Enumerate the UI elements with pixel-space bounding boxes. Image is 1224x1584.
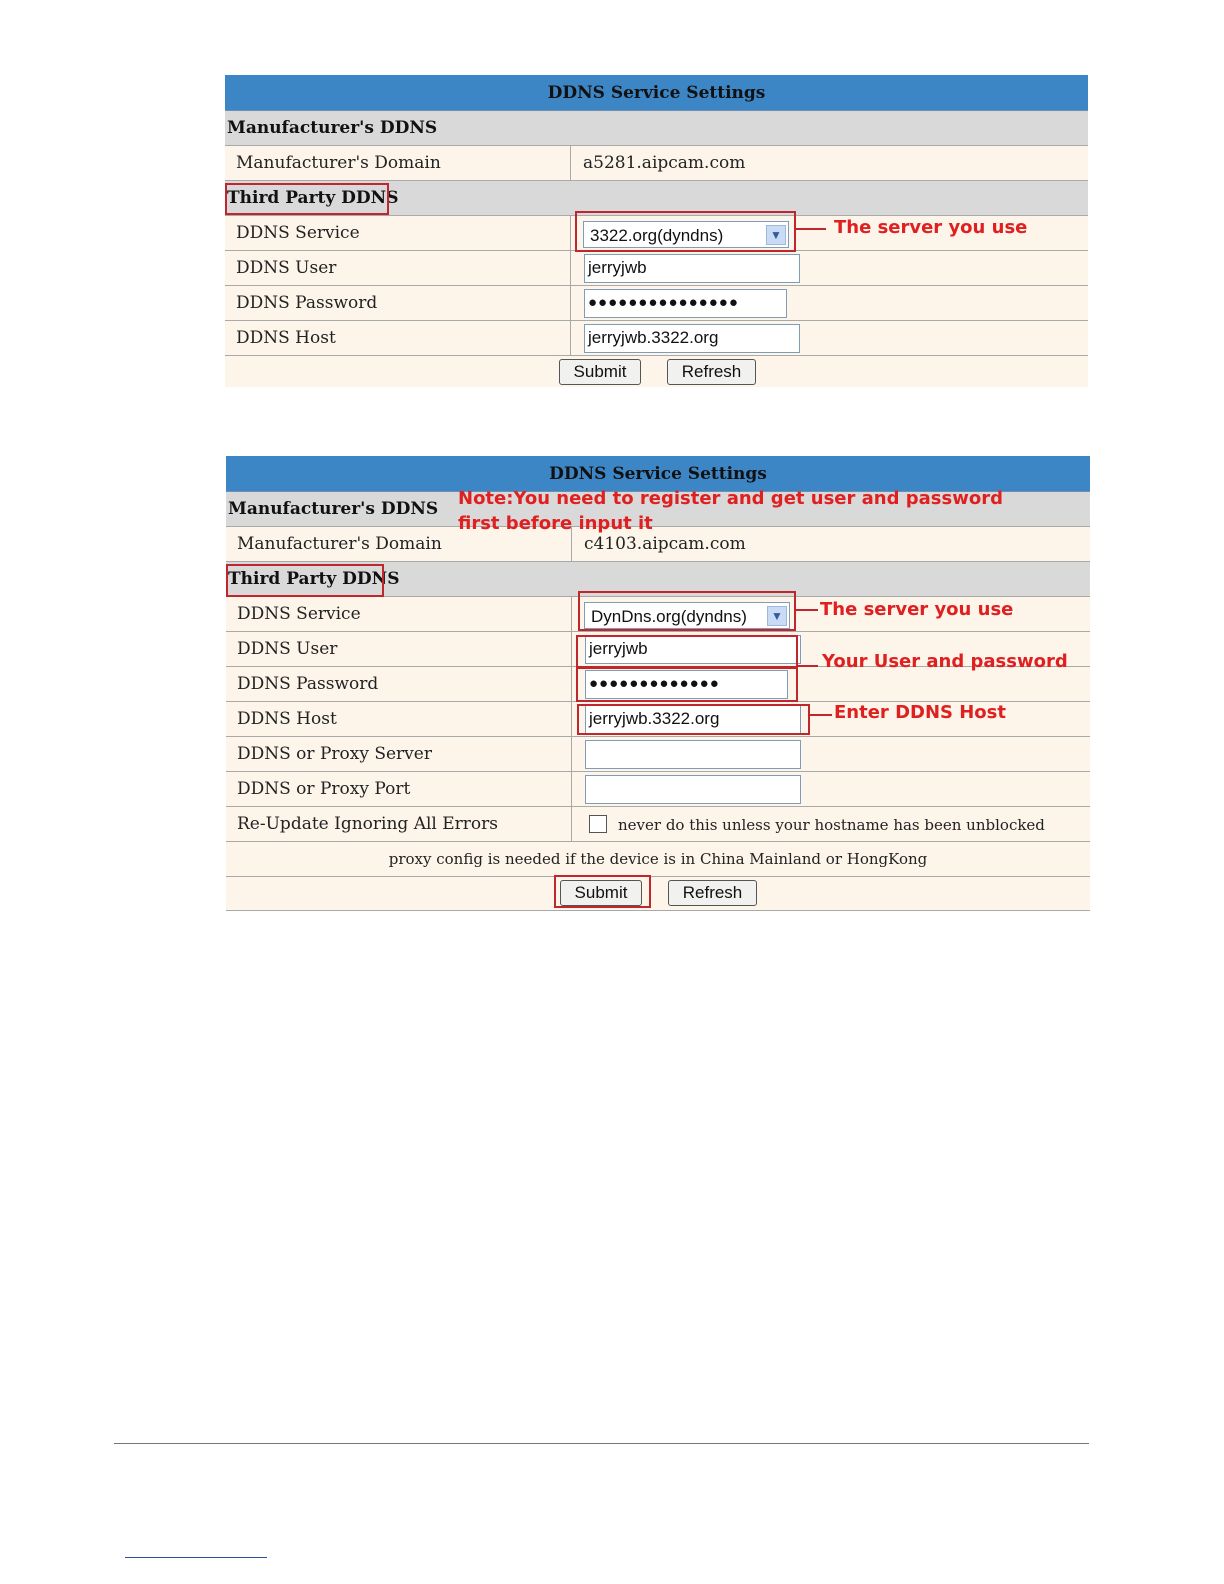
reupdate-text: never do this unless your hostname has been unblocked bbox=[618, 816, 1045, 834]
panel-1-title bbox=[225, 75, 1088, 111]
ddns-password-input[interactable]: ●●●●●●●●●●●●●●● bbox=[584, 289, 787, 318]
buttons-row bbox=[225, 356, 1088, 387]
chevron-down-icon[interactable]: ▼ bbox=[766, 225, 786, 245]
panel-1-title-text: DDNS Service Settings bbox=[547, 83, 766, 103]
third-party-highlight-box-2 bbox=[226, 564, 384, 597]
manufacturer-ddns-heading: Manufacturer's DDNS bbox=[227, 118, 438, 138]
ddns-user-label: DDNS User bbox=[225, 251, 571, 285]
service-highlight-box bbox=[575, 211, 796, 252]
ddns-service-label-2: DDNS Service bbox=[226, 597, 572, 631]
ddns-user-label-2: DDNS User bbox=[226, 632, 572, 666]
ddns-host-label-2: DDNS Host bbox=[226, 702, 572, 736]
panel-2-title-text: DDNS Service Settings bbox=[549, 464, 767, 484]
host-highlight-box bbox=[577, 704, 810, 735]
proxy-server-row bbox=[226, 737, 1090, 772]
proxy-port-row bbox=[226, 772, 1090, 807]
ddns-user-input-2[interactable]: jerryjwb bbox=[585, 635, 801, 664]
manufacturer-ddns-heading-2: Manufacturer's DDNS bbox=[228, 499, 439, 519]
register-note-line-2: first before input it bbox=[458, 513, 653, 534]
ddns-service-selected: 3322.org(dyndns) bbox=[590, 226, 724, 245]
ddns-password-row bbox=[225, 286, 1088, 321]
ddns-host-input[interactable]: jerryjwb.3322.org bbox=[584, 324, 800, 353]
third-party-ddns-heading-2: Third Party DDNS bbox=[228, 569, 400, 589]
register-note-line-1: Note:You need to register and get user and password bbox=[458, 488, 1003, 509]
host-annotation-line bbox=[810, 714, 832, 716]
proxy-server-label: DDNS or Proxy Server bbox=[226, 737, 572, 771]
third-party-highlight-box bbox=[225, 183, 389, 215]
footer-link-underline bbox=[125, 1557, 267, 1558]
password-highlight-box bbox=[576, 667, 798, 702]
submit-button[interactable]: Submit bbox=[559, 359, 641, 385]
manufacturer-domain-row bbox=[225, 146, 1088, 181]
proxy-note-text: proxy config is needed if the device is in China Mainland or HongKong bbox=[388, 850, 928, 868]
service-annotation-line-2 bbox=[796, 609, 818, 611]
manufacturer-domain-label: Manufacturer's Domain bbox=[225, 146, 571, 180]
proxy-port-label: DDNS or Proxy Port bbox=[226, 772, 572, 806]
user-password-annotation: Your User and password bbox=[822, 651, 1068, 672]
third-party-ddns-heading: Third Party DDNS bbox=[227, 188, 399, 208]
buttons-row-2 bbox=[226, 877, 1090, 910]
host-annotation: Enter DDNS Host bbox=[834, 702, 1006, 723]
ddns-user-input[interactable]: jerryjwb bbox=[584, 254, 800, 283]
footer-divider bbox=[114, 1443, 1089, 1444]
server-annotation-2: The server you use bbox=[820, 599, 1014, 620]
chevron-down-icon[interactable]: ▼ bbox=[767, 606, 787, 626]
refresh-button-2[interactable]: Refresh bbox=[668, 880, 757, 906]
reupdate-row bbox=[226, 807, 1090, 842]
service-annotation-line bbox=[796, 228, 826, 230]
reupdate-checkbox[interactable] bbox=[589, 815, 607, 833]
user-password-annotation-line bbox=[798, 665, 818, 667]
proxy-server-input[interactable] bbox=[585, 740, 801, 769]
submit-button-2[interactable]: Submit bbox=[560, 880, 642, 906]
user-highlight-box bbox=[576, 635, 798, 668]
ddns-host-row bbox=[225, 321, 1088, 356]
refresh-button[interactable]: Refresh bbox=[667, 359, 756, 385]
ddns-password-label-2: DDNS Password bbox=[226, 667, 572, 701]
manufacturer-domain-row-2 bbox=[226, 527, 1090, 562]
reupdate-label: Re-Update Ignoring All Errors bbox=[226, 807, 572, 841]
submit-highlight-box bbox=[554, 875, 651, 908]
panel-2-title bbox=[226, 456, 1090, 492]
ddns-host-input-2[interactable]: jerryjwb.3322.org bbox=[585, 705, 801, 734]
manufacturer-domain-label-2: Manufacturer's Domain bbox=[226, 527, 572, 561]
ddns-password-label: DDNS Password bbox=[225, 286, 571, 320]
manufacturer-domain-value: a5281.aipcam.com bbox=[583, 153, 746, 173]
ddns-host-label: DDNS Host bbox=[225, 321, 571, 355]
manufacturer-ddns-section bbox=[225, 111, 1088, 146]
proxy-port-input[interactable] bbox=[585, 775, 801, 804]
proxy-note-row bbox=[226, 842, 1090, 877]
service-highlight-box-2 bbox=[578, 591, 796, 631]
ddns-service-label: DDNS Service bbox=[225, 216, 571, 250]
ddns-password-input-2[interactable]: ●●●●●●●●●●●●● bbox=[585, 670, 788, 699]
server-annotation: The server you use bbox=[834, 217, 1028, 238]
manufacturer-domain-value-2: c4103.aipcam.com bbox=[584, 534, 746, 554]
ddns-service-selected-2: DynDns.org(dyndns) bbox=[591, 607, 747, 626]
ddns-user-row bbox=[225, 251, 1088, 286]
